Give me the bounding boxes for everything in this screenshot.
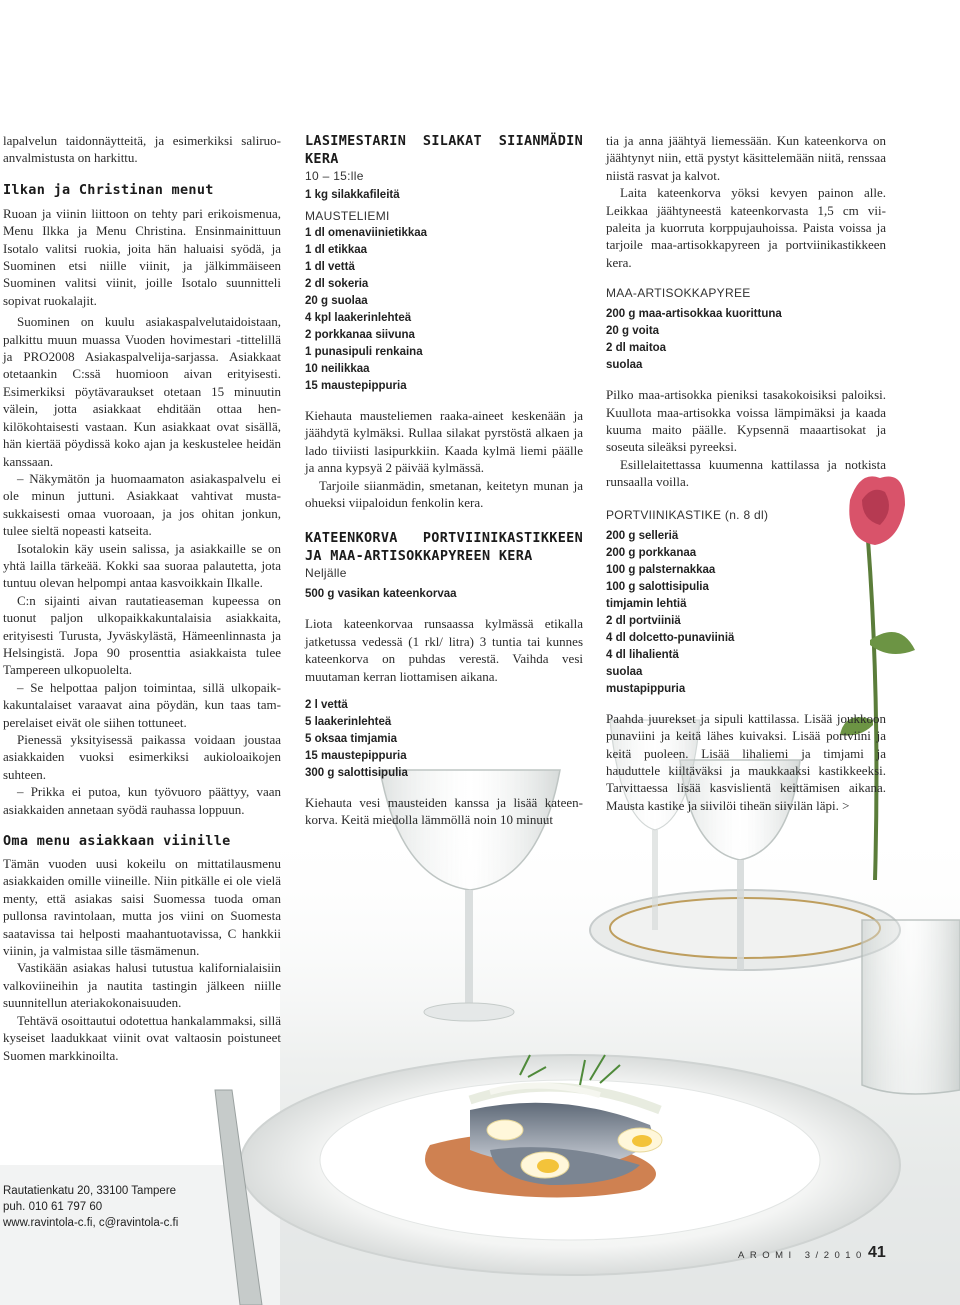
- ingredient: 10 neilikkaa: [305, 363, 370, 375]
- ingredient: 2 porkkanaa siivuna: [305, 329, 415, 341]
- ingredient: 500 g vasikan kateenkorvaa: [305, 588, 457, 601]
- ingredient: 1 dl vettä: [305, 261, 355, 273]
- recipe-servings: Neljälle: [305, 566, 347, 581]
- section-heading: Ilkan ja Christinan menut: [3, 181, 214, 198]
- paragraph: Pienessä yksityisessä paikassa voidaan joustaa asiakkaiden vuoksi esimerkiksi aukioloaikojen suhteen.: [3, 732, 281, 782]
- ingredient: suolaa: [606, 665, 643, 678]
- column-2: [305, 132, 583, 829]
- page-number: 41: [868, 1244, 886, 1261]
- recipe-servings: 10 – 15:lle: [305, 169, 364, 183]
- ingredient: 300 g salottisipulia: [305, 767, 408, 780]
- ingredient: 1 kg silakkafileitä: [305, 189, 400, 201]
- ingredient: 1 dl etikkaa: [305, 244, 368, 256]
- web-link[interactable]: www.ravintola-c.fi, c@ravintola-c.fi: [3, 1217, 179, 1229]
- ingredient: 20 g suolaa: [305, 295, 368, 307]
- paragraph: – Se helpottaa paljon toimintaa, sillä ulkopaikkakuntalaiset varaavat aina pöydän, kun taas tamperelaiset eivät ole siihen tottuneet.: [3, 679, 281, 730]
- paragraph: Vastikään asiakas halusi tutustua kalifornialaisiin valkoviineihin ja nautita tastingin jälkeen niille suunnitellun ateriakokonaisuuden.: [3, 960, 281, 1011]
- ingredient: 100 g palsternakkaa: [606, 563, 716, 576]
- ingredient: 5 laakerinlehteä: [305, 716, 392, 729]
- recipe-subheading: MAUSTELIEMI: [305, 209, 390, 223]
- ingredient: timjamin lehtiä: [606, 597, 687, 610]
- paragraph: Liota kateenkorvaa runsaassa kylmässä etikalla jatketussa vedessä (1 rkl/ litra) 3 tuntia tai kunnes kateenkorva on puhdas verestä. Vaihda vesi muutaman kerran liottamisen aikana.: [305, 616, 583, 684]
- paragraph: Esillelaitettassa kuumenna kattilassa ja notkista runsaalla voilla.: [606, 456, 886, 490]
- paragraph: Suominen on kuulu asiakaspalvelutaidoistaan, palkittu muun muassa Vuoden hovimestari -tittelillä ja PRO2008 Asiakaspalvelija-sarjassa. Asiakkaat otetaankin C:ssä huomioon aivan erityisesti. Esimerkiksi pöytävaraukset otetaan 15 minuutin välein, jotta asiakkaat ehditään ottaa henkilökohtaisesti vastaan. Kun asiakkaat ovat sisällä, hän kiertää pöydissä koko ajan ja keskustelee heidän kanssaan.: [3, 314, 281, 469]
- ingredient: 4 dl lihalientä: [606, 648, 679, 661]
- intro-text: lapalvelun taidonnäytteitä, ja esimerkiksi saliruoanvalmistusta on harkittu.: [3, 133, 281, 166]
- paragraph: Tehtävä osoittautui odotettua hankalammaksi, sillä kyseiset laadukkaat viinit ovat valtaosin poistuneet Suomen markkinoilta.: [3, 1012, 281, 1063]
- ingredient: 2 l vettä: [305, 699, 348, 712]
- recipe-subheading: PORTVIINIKASTIKE (n. 8 dl): [606, 507, 769, 522]
- paragraph: Tämän vuoden uusi kokeilu on mittatilausmenu asiakkaiden omille viineille. Niin pitkälle ei ole vielä menty, että asiakas saisi Suomessa tuoda oman pullonsa ravintolaan, mutta jos viini on Suomesta saatavissa tai helposti maahantuotavissa, C hankkii viinin, ja valmistaa sille täsmämenun.: [3, 856, 281, 959]
- ingredient: 4 dl dolcetto-punaviiniä: [606, 631, 735, 644]
- paragraph: tia ja anna jäähtyä liemessään. Kun kateenkorva on jäähtynyt niin, että pystyt käsittelemään niitä, renssaa niistä rasvat ja kalvot.: [606, 133, 886, 183]
- column-1: [3, 132, 281, 1064]
- recipe-title: LASIMESTARIN SILAKAT SIIANMÄDIN KERA: [305, 133, 583, 167]
- paragraph: C:n sijainti aivan rautatieaseman kupeessa on tuonut paljon ulkopaikkakuntalaisia asiakkaita, erityisesti Turusta, Jyväskylästä, Hämeenlinnasta ja Helsingistä. Jopa 90 prosenttia asiakkaista tulee Tampereen ulkopuolelta.: [3, 592, 281, 678]
- ingredient: suolaa: [606, 359, 643, 372]
- paragraph: – Prikka ei putoa, kun työvuoro päättyy, vaan asiakkaiden annetaan syödä rauhassa loppuun.: [3, 784, 281, 817]
- ingredient: 2 dl maitoa: [606, 342, 667, 355]
- ingredient: 200 g selleriä: [606, 529, 679, 542]
- ingredient: 15 maustepippuria: [305, 380, 407, 392]
- paragraph: Kiehauta vesi mausteiden kanssa ja lisää kateenkorva. Keitä miedolla lämmöllä noin 10 minuut: [305, 795, 583, 828]
- restaurant-contact: [3, 1183, 178, 1231]
- magazine-folio: AROMI 3/2010: [738, 1250, 867, 1261]
- column-3: [606, 132, 886, 814]
- ingredient: 1 dl omenaviinietikkaa: [305, 227, 428, 239]
- paragraph: Ruoan ja viinin liittoon on tehty pari erikoismenua, Menu Ilkka ja Menu Christina. Ensinmainittuun Isotalo valitsi ruokia, joita hän haluaisi syödä, ja Suominen etsi niille viinit, ja jälkimmäiseen Suominen valitsi viinit, joille Isotalo suunnitteli sopivat ruokalajit.: [3, 205, 281, 308]
- ingredient: mustapippuria: [606, 682, 686, 695]
- ingredient: 200 g porkkanaa: [606, 546, 697, 559]
- ingredient: 2 dl portviiniä: [606, 614, 681, 627]
- address-text: Rautatienkatu 20, 33100 Tampere: [3, 1185, 177, 1197]
- paragraph: Paahda juurekset ja sipuli kattilassa. Lisää joukkoon punaviini ja keitä lähes kuivaksi. Lisää portviini ja keitä puoleen. Lisää lihaliemi ja timjami ja hauduttele kiiltäväksi ja maukkaaksi kastikkeeksi. Tarvittaessa lisää kasvislientä keittämisen aikana. Mausta kastike ja siivilöi tiheän siivilän läpi. >: [606, 710, 886, 813]
- section-heading: Oma menu asiakkaan viinille: [3, 833, 231, 850]
- recipe-subheading: MAA-ARTISOKKAPYREE: [606, 286, 751, 301]
- phone-text: puh. 010 61 797 60: [3, 1201, 103, 1213]
- ingredient: 1 punasipuli renkaina: [305, 346, 423, 358]
- ingredient: 100 g salottisipulia: [606, 580, 709, 593]
- recipe-title: KATEENKORVA PORTVIINIKASTIKKEEN JA MAA-ARTISOKKAPYREEN KERA: [305, 530, 583, 565]
- ingredient: 4 kpl laakerinlehteä: [305, 312, 412, 324]
- ingredient: 15 maustepippuria: [305, 750, 407, 763]
- paragraph: Isotalokin käy usein salissa, ja asiakkaille se on yhtä lailla tärkeää. Kokki saa suoraa palautetta, jota tuntuu olevan helpompi antaa kasvoikkain Ilkalle.: [3, 540, 281, 591]
- ingredient: 20 g voita: [606, 325, 660, 338]
- paragraph: Laita kateenkorva yöksi kevyen painon alle. Leikkaa jäähtyneestä kateenkorvasta 1,5 cm viipaleita ja kuorruta korppujauhoissa. Paista voissa ja tarjoile maa-artisokkapyreen ja portviinikastikkeen kera.: [606, 185, 886, 270]
- paragraph: Tarjoile siianmädin, smetanan, keitetyn munan ja ohueksi viipaloidun fenkolin kera.: [305, 477, 583, 511]
- paragraph: Pilko maa-artisokka pieniksi tasakokoisiksi paloiksi. Kuullota maa-artisokka voissa lämpimäksi ja kaada kuuma maito päälle. Kypsennä maaartisokat ja soseuta sileäksi pyreeksi.: [606, 387, 886, 455]
- paragraph: – Näkymätön ja huomaamaton asiakaspalvelu ei ole minun juttuni. Asiakkaat vahtivat mustasukkaisesti omaa vuoroaan, ja jos ohitan jonkun, tulee sieltä nopeasti katseita.: [3, 470, 281, 539]
- paragraph: Kiehauta mausteliemen raaka-aineet keskenään ja jäähdytä kylmäksi. Rullaa silakat pyrstöstä alkaen ja lado tiiviisti lasipurkkiin. Kaada kylmä liemi päälle ja anna kypsyä 2 päivää kylmässä.: [305, 408, 583, 476]
- ingredient: 2 dl sokeria: [305, 278, 369, 290]
- ingredient: 5 oksaa timjamia: [305, 733, 398, 746]
- ingredient: 200 g maa-artisokkaa kuorittuna: [606, 308, 782, 321]
